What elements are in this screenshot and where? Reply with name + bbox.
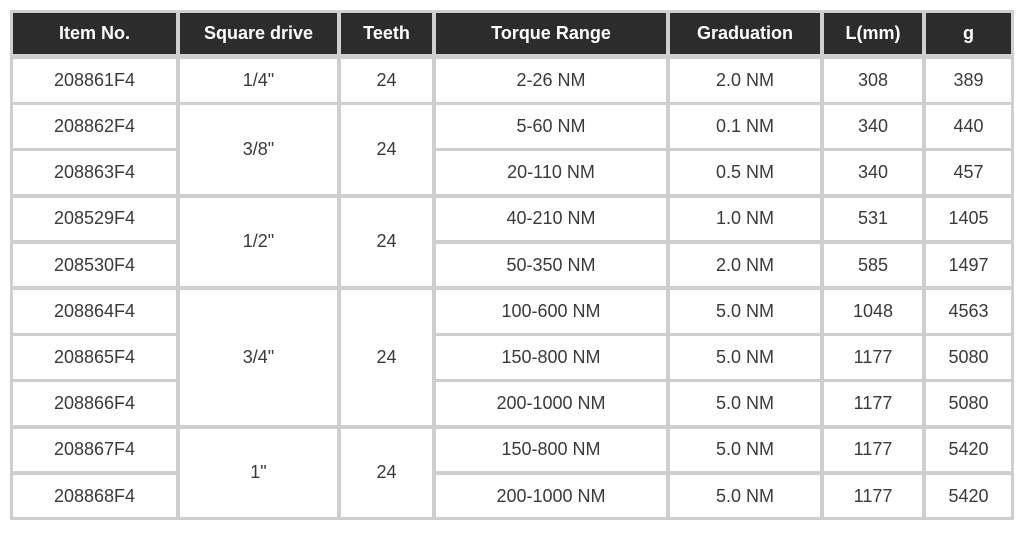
cell-item-no: 208866F4 [13,382,176,425]
cell-item-no: 208862F4 [13,105,176,148]
cell-torque-range: 200-1000 NM [436,382,666,425]
cell-graduation: 2.0 NM [670,244,820,287]
cell-torque-range: 200-1000 NM [436,475,666,518]
cell-graduation: 0.1 NM [670,105,820,148]
cell-length-mm: 1177 [824,336,922,379]
cell-item-no: 208867F4 [13,429,176,472]
cell-teeth: 24 [341,105,432,194]
cell-torque-range: 100-600 NM [436,290,666,333]
header-teeth: Teeth [341,13,432,54]
cell-square-drive: 3/4" [180,290,337,425]
cell-teeth: 24 [341,429,432,518]
cell-weight-g: 5080 [926,336,1011,379]
cell-length-mm: 585 [824,244,922,287]
cell-torque-range: 150-800 NM [436,336,666,379]
cell-weight-g: 457 [926,151,1011,194]
cell-item-no: 208868F4 [13,475,176,518]
cell-length-mm: 340 [824,151,922,194]
cell-teeth: 24 [341,290,432,425]
header-weight-g: g [926,13,1011,54]
cell-graduation: 5.0 NM [670,382,820,425]
cell-weight-g: 440 [926,105,1011,148]
cell-weight-g: 4563 [926,290,1011,333]
cell-square-drive: 3/8" [180,105,337,194]
cell-square-drive: 1/2" [180,198,337,287]
cell-item-no: 208530F4 [13,244,176,287]
cell-weight-g: 1405 [926,198,1011,241]
header-length-mm: L(mm) [824,13,922,54]
cell-weight-g: 5420 [926,475,1011,518]
cell-square-drive: 1" [180,429,337,518]
cell-teeth: 24 [341,198,432,287]
cell-graduation: 5.0 NM [670,336,820,379]
cell-torque-range: 150-800 NM [436,429,666,472]
cell-torque-range: 50-350 NM [436,244,666,287]
header-graduation: Graduation [670,13,820,54]
cell-length-mm: 340 [824,105,922,148]
cell-graduation: 5.0 NM [670,290,820,333]
cell-torque-range: 5-60 NM [436,105,666,148]
cell-item-no: 208864F4 [13,290,176,333]
header-square-drive: Square drive [180,13,337,54]
header-torque-range: Torque Range [436,13,666,54]
cell-weight-g: 389 [926,59,1011,102]
cell-torque-range: 40-210 NM [436,198,666,241]
cell-square-drive: 1/4" [180,59,337,102]
cell-length-mm: 1177 [824,475,922,518]
cell-item-no: 208529F4 [13,198,176,241]
cell-length-mm: 1048 [824,290,922,333]
cell-length-mm: 1177 [824,429,922,472]
cell-graduation: 5.0 NM [670,475,820,518]
cell-teeth: 24 [341,59,432,102]
torque-wrench-spec-table [10,10,1014,520]
cell-item-no: 208863F4 [13,151,176,194]
cell-item-no: 208865F4 [13,336,176,379]
header-item-no: Item No. [13,13,176,54]
cell-graduation: 0.5 NM [670,151,820,194]
cell-item-no: 208861F4 [13,59,176,102]
cell-weight-g: 5080 [926,382,1011,425]
cell-weight-g: 5420 [926,429,1011,472]
cell-graduation: 1.0 NM [670,198,820,241]
cell-graduation: 5.0 NM [670,429,820,472]
cell-torque-range: 20-110 NM [436,151,666,194]
cell-torque-range: 2-26 NM [436,59,666,102]
cell-length-mm: 531 [824,198,922,241]
cell-length-mm: 308 [824,59,922,102]
cell-weight-g: 1497 [926,244,1011,287]
cell-graduation: 2.0 NM [670,59,820,102]
cell-length-mm: 1177 [824,382,922,425]
